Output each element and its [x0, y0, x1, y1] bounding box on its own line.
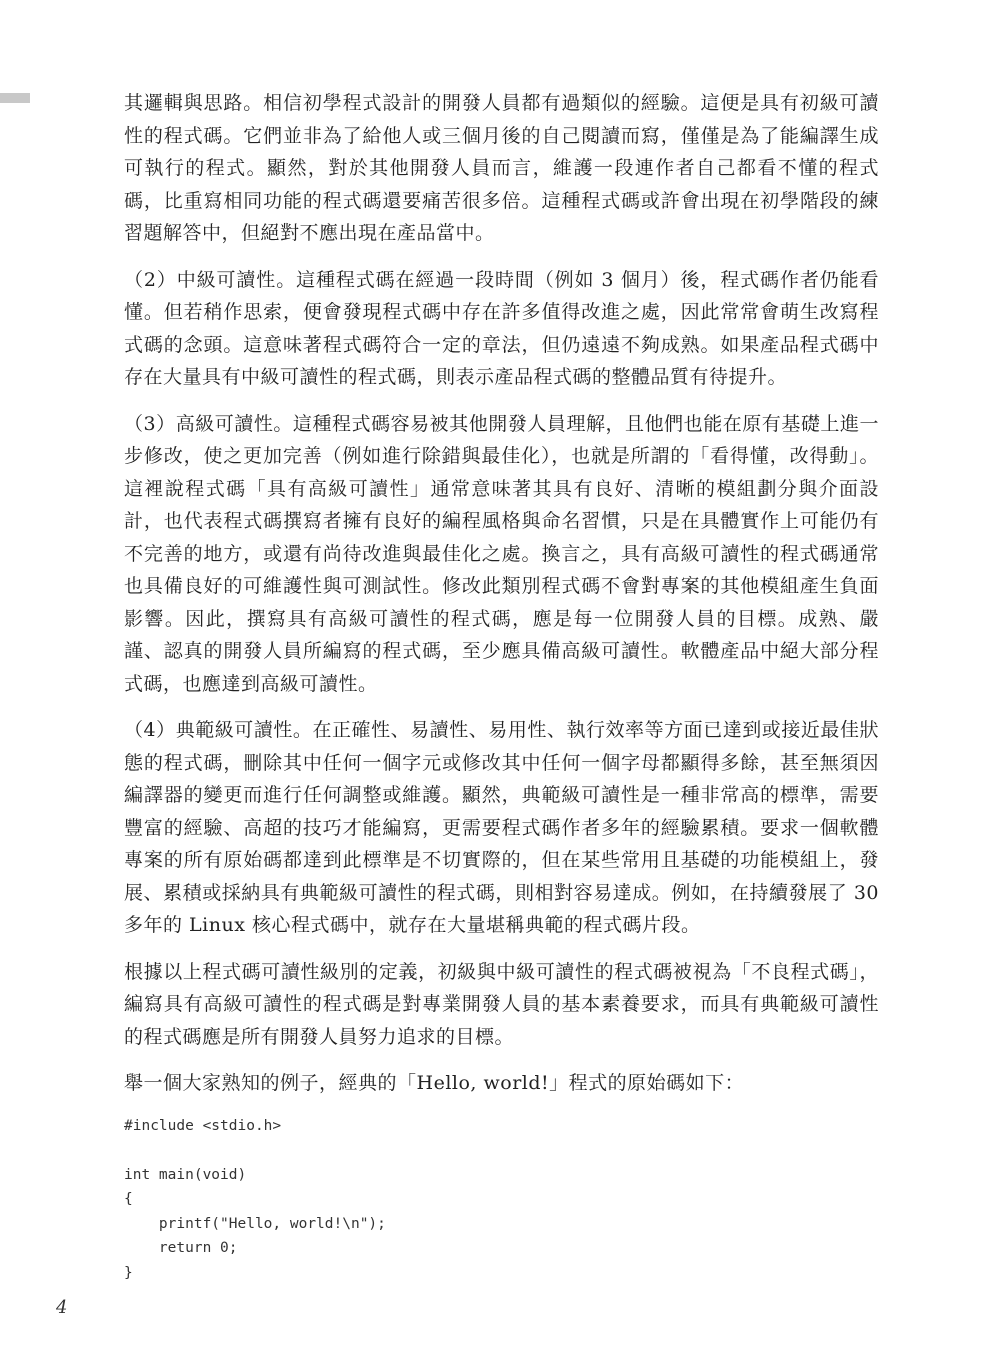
paragraph-intermediate-readability: （2）中級可讀性。這種程式碼在經過一段時間（例如 3 個月）後，程式碼作者仍能看懂。但若稍作思索，便會發現程式碼中存在許多值得改進之處，因此常常會萌生改寫程式碼的念頭。這意味著程式碼符合一定的章法，但仍遠遠不夠成熟。如果產品程式碼中存在大量具有中級可讀性的程式碼，則表示產品程式碼的整體品質有待提升。: [124, 268, 879, 388]
code-line: }: [124, 1264, 133, 1281]
paragraph-advanced-readability: （3）高級可讀性。這種程式碼容易被其他開發人員理解，且他們也能在原有基礎上進一步修改，使之更加完善（例如進行除錯與最佳化），也就是所謂的「看得懂，改得動」。這裡說程式碼「具有高級可讀性」通常意味著其具有良好、清晰的模組劃分與介面設計，也代表程式碼撰寫者擁有良好的編程風格與命名習慣，只是在具體實作上可能仍有不完善的地方，或還有尚待改進與最佳化之處。換言之，具有高級可讀性的程式碼通常也具備良好的可維護性與可測試性。修改此類別程式碼不會對專案的其他模組產生負面影響。因此，撰寫具有高級可讀性的程式碼，應是每一位開發人員的目標。成熟、嚴謹、認真的開發人員所編寫的程式碼，至少應具備高級可讀性。軟體產品中絕大部分程式碼，也應達到高級可讀性。: [124, 412, 879, 695]
code-line: int main(void): [124, 1166, 247, 1183]
code-line: return 0;: [124, 1240, 238, 1256]
code-line: #include <stdio.h>: [124, 1117, 282, 1134]
code-line: [124, 1138, 879, 1163]
page-body: [124, 87, 879, 1285]
code-block: [124, 1114, 879, 1286]
code-line: printf("Hello, world!\n");: [124, 1215, 386, 1232]
paragraph-example-intro: 舉一個大家熟知的例子，經典的「Hello, world!」程式的原始碼如下：: [124, 1072, 745, 1094]
code-line: {: [124, 1191, 133, 1207]
paragraph-summary: 根據以上程式碼可讀性級別的定義，初級與中級可讀性的程式碼被視為「不良程式碼」，編寫具有高級可讀性的程式碼是對專業開發人員的基本素養要求，而具有典範級可讀性的程式碼應是所有開發人員努力追求的目標。: [124, 960, 879, 1048]
paragraph-exemplary-readability: （4）典範級可讀性。在正確性、易讀性、易用性、執行效率等方面已達到或接近最佳狀態的程式碼，刪除其中任何一個字元或修改其中任何一個字母都顯得多餘，甚至無須因編譯器的變更而進行任何調整或維護。顯然，典範級可讀性是一種非常高的標準，需要豐富的經驗、高超的技巧才能編寫，更需要程式碼作者多年的經驗累積。要求一個軟體專案的所有原始碼都達到此標準是不切實際的，但在某些常用且基礎的功能模組上，發展、累積或採納具有典範級可讀性的程式碼，則相對容易達成。例如，在持續發展了 30 多年的 Linux 核心程式碼中，就存在大量堪稱典範的程式碼片段。: [124, 719, 879, 936]
page-edge-marker: [0, 93, 30, 103]
paragraph-intro: 其邏輯與思路。相信初學程式設計的開發人員都有過類似的經驗。這便是具有初級可讀性的程式碼。它們並非為了給他人或三個月後的自己閱讀而寫，僅僅是為了能編譯生成可執行的程式。顯然，對於其他開發人員而言，維護一段連作者自己都看不懂的程式碼，比重寫相同功能的程式碼還要痛苦很多倍。這種程式碼或許會出現在初學階段的練習題解答中，但絕對不應出現在產品當中。: [124, 92, 879, 244]
page-number: 4: [56, 1297, 68, 1318]
